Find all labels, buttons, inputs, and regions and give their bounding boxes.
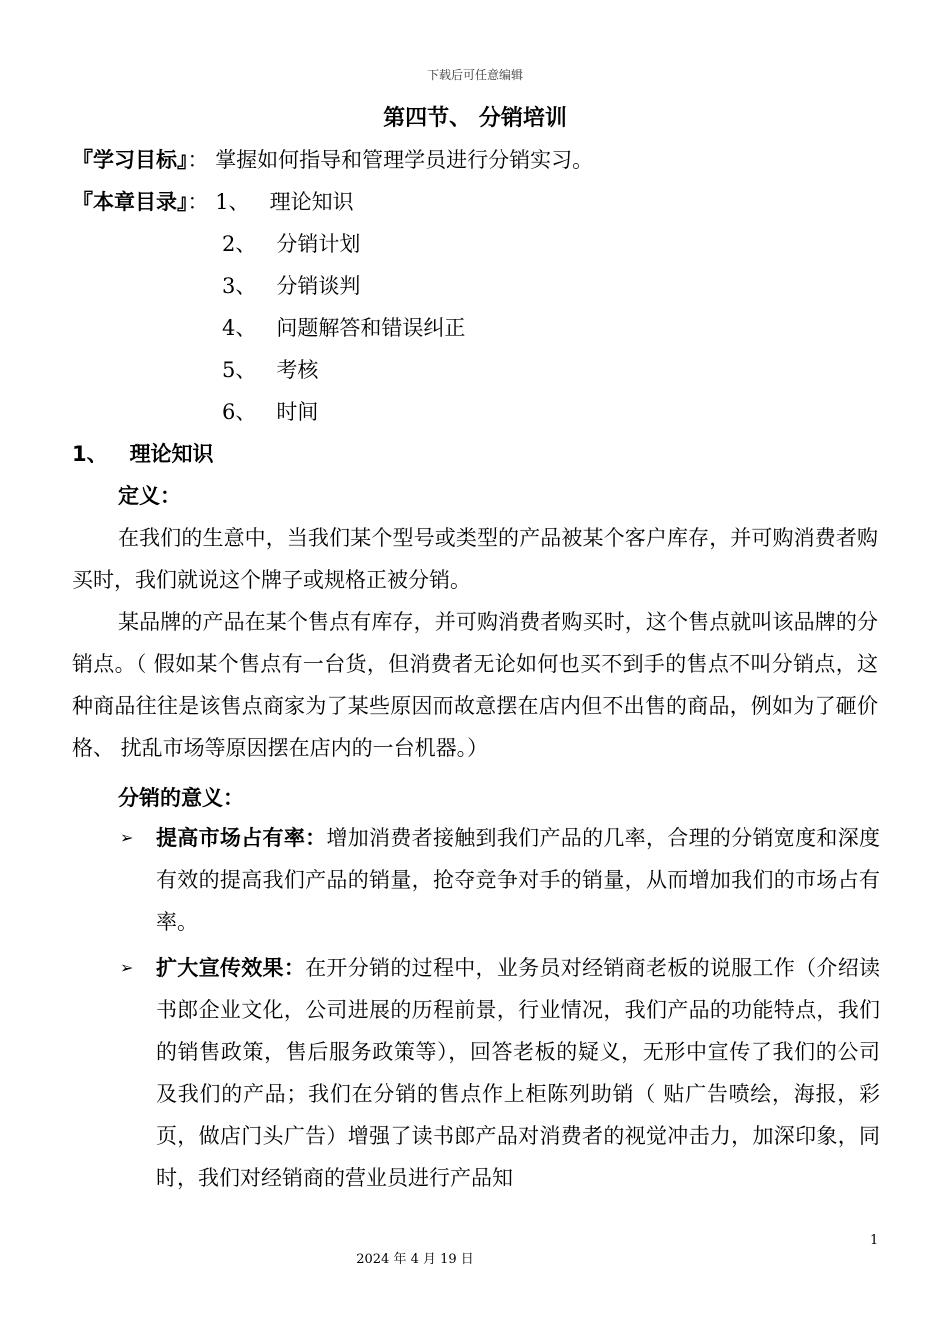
toc-line xyxy=(72,188,354,216)
bullet-heading: 提高市场占有率： xyxy=(156,826,327,850)
objective-sep: ： xyxy=(187,148,209,172)
toc-item xyxy=(222,356,318,384)
footer-date: 2024 年 4 月 19 日 xyxy=(356,1252,474,1267)
toc-item xyxy=(222,272,360,300)
toc-item-num: 3、 xyxy=(222,274,257,298)
section-num: 1、 xyxy=(72,442,108,466)
toc-item-text: 分销谈判 xyxy=(276,274,361,298)
paragraph-distribution-point: 某品牌的产品在某个售点有库存，并可购消费者购买时，这个售点就叫该品牌的分销点。（ 假如某个售点有一台货，但消费者无论如何也买不到手的售点不叫分销点，这种商品往往是该售点商家为了某些原因而故意摆在店内但不出售的商品，例如为了砸价格、 扰乱市场等原因摆在店内的一台机器。） xyxy=(72,610,878,760)
paragraph-definition: 在我们的生意中，当我们某个型号或类型的产品被某个客户库存，并可购消费者购买时，我们就说这个牌子或规格正被分销。 xyxy=(72,526,878,592)
arrow-bullet-icon: ➢ xyxy=(120,958,134,977)
toc-item xyxy=(222,398,318,426)
section-heading xyxy=(72,440,214,468)
toc-item xyxy=(222,314,465,342)
toc-item-text: 理论知识 xyxy=(269,190,354,214)
page-number: 1 xyxy=(870,1233,879,1248)
bullet-body: 在开分销的过程中，业务员对经销商老板的说服工作（介绍读书郎企业文化，公司进展的历程前景，行业情况，我们产品的功能特点，我们的销售政策，售后服务政策等），回答老板的疑义，无形中宣传了我们的公司及我们的产品；我们在分销的售点作上柜陈列助销（ 贴广告喷绘，海报，彩页，做店门头广告）增强了读书郎产品对消费者的视觉冲击力，加深印象，同时，我们对经销商的营业员进行产品知 xyxy=(156,956,881,1190)
definition-label: 定义： xyxy=(118,484,181,508)
bullet-text xyxy=(156,947,880,1199)
bullet-item xyxy=(120,947,880,1199)
page-header: 下载后可任意编辑 xyxy=(426,68,523,82)
toc-item-num: 4、 xyxy=(222,316,257,340)
bullet-text xyxy=(156,817,880,943)
section-title: 第四节、 分销培训 xyxy=(383,106,567,131)
bullet-heading: 扩大宣传效果： xyxy=(156,956,306,980)
objective-label: 『学习目标』 xyxy=(72,148,188,172)
section-heading-text: 理论知识 xyxy=(129,442,214,466)
meaning-label: 分销的意义： xyxy=(118,786,244,810)
toc-item-num: 2、 xyxy=(222,232,257,256)
bullet-item xyxy=(120,817,880,943)
toc-item-text: 时间 xyxy=(276,400,319,424)
toc-item-num: 1、 xyxy=(215,190,250,214)
objective-line xyxy=(72,146,593,174)
arrow-bullet-icon: ➢ xyxy=(120,828,134,847)
bullet-body: 增加消费者接触到我们产品的几率，合理的分销宽度和深度有效的提高我们产品的销量，抢夺竞争对手的销量，从而增加我们的市场占有率。 xyxy=(156,826,881,934)
toc-label: 『本章目录』 xyxy=(72,190,188,214)
toc-item-num: 6、 xyxy=(222,400,257,424)
toc-item xyxy=(222,230,360,258)
objective-text: 掌握如何指导和管理学员进行分销实习。 xyxy=(215,148,594,172)
toc-sep: ： xyxy=(187,190,209,214)
toc-item-text: 分销计划 xyxy=(276,232,361,256)
toc-item-text: 考核 xyxy=(276,358,319,382)
toc-item-num: 5、 xyxy=(222,358,257,382)
toc-item-text: 问题解答和错误纠正 xyxy=(276,316,466,340)
